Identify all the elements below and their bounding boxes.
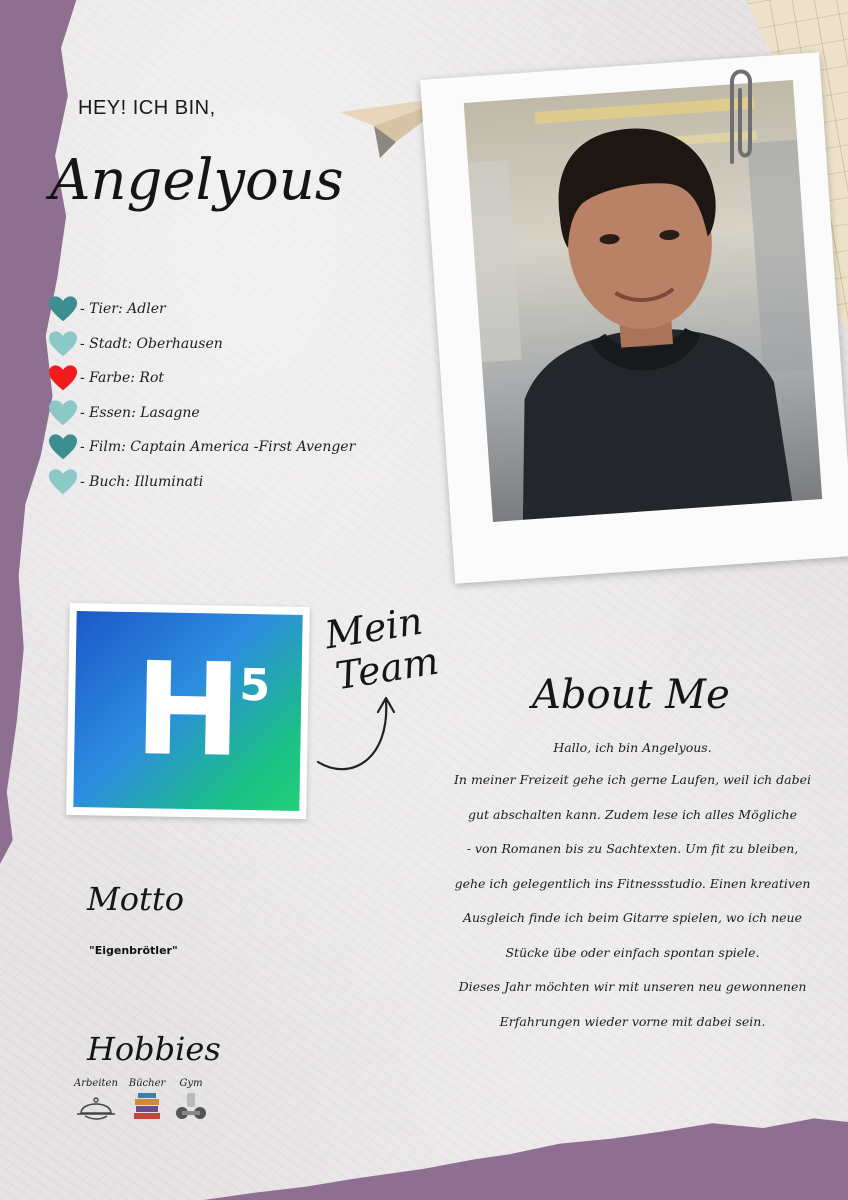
fact-item (48, 327, 355, 362)
person-name: Angelyous (50, 148, 344, 213)
curved-arrow-icon (310, 690, 405, 785)
about-line: Ausgleich finde ich beim Gitarre spielen, wo ich neue (462, 910, 803, 925)
motto-text: "Eigenbrötler" (89, 944, 178, 957)
about-line: Dieses Jahr möchten wir mit unseren neu gewonnenen (458, 979, 807, 994)
fact-item (48, 396, 355, 431)
heart-icon (48, 294, 78, 324)
fact-text: - Farbe: Rot (80, 370, 164, 387)
about-line: gut abschalten kann. Zudem lese ich alles Mögliche (467, 806, 798, 822)
team-label (322, 598, 441, 698)
heart-icon (48, 432, 78, 462)
hobby-label: Bücher (128, 1078, 166, 1089)
hobbies-title: Hobbies (87, 1030, 221, 1068)
about-text (430, 733, 835, 1039)
facts-list (48, 292, 355, 499)
greeting: HEY! ICH BIN, (78, 97, 216, 119)
paperclip-icon (716, 52, 766, 172)
fact-text: - Tier: Adler (80, 301, 166, 318)
motto-title: Motto (87, 880, 185, 918)
about-line: Stücke übe oder einfach spontan spiele. (505, 944, 760, 960)
fact-text: - Film: Captain America -First Avenger (80, 439, 356, 456)
books-icon (126, 1089, 168, 1123)
fact-text: - Buch: Illuminati (80, 473, 204, 490)
heart-icon (48, 467, 78, 497)
team-label-line2: Team (332, 638, 442, 699)
fact-item (48, 430, 355, 465)
hobby-label: Arbeiten (74, 1078, 118, 1089)
hobby-item-arbeiten (74, 1078, 118, 1127)
heart-icon (48, 329, 78, 359)
about-line: gehe ich gelegentlich ins Fitnessstudio. Einen kreativen (454, 875, 811, 891)
fact-text: - Essen: Lasagne (80, 404, 200, 421)
fact-item (48, 465, 355, 500)
serving-cloche-icon (75, 1089, 117, 1123)
team-logo-letter: H (133, 635, 243, 786)
about-line: - von Romanen bis zu Sachtexten. Um fit zu bleiben, (466, 841, 799, 856)
photo-frame (420, 52, 848, 584)
heart-icon (48, 398, 78, 428)
portrait-illustration (464, 80, 822, 522)
dumbbell-icon (170, 1089, 212, 1123)
fact-item (48, 292, 355, 327)
team-logo-superscript: 5 (239, 659, 271, 712)
team-logo-card (66, 603, 310, 819)
team-logo (73, 611, 302, 811)
fact-item (48, 361, 355, 396)
hobby-item-gym (170, 1078, 212, 1127)
heart-icon (48, 363, 78, 393)
about-title: About Me (532, 672, 730, 718)
hobby-label: Gym (179, 1078, 203, 1089)
profile-photo (464, 80, 822, 522)
about-line: Hallo, ich bin Angelyous. (553, 740, 712, 755)
team-label-line1: Mein (321, 598, 426, 658)
fact-text: - Stadt: Oberhausen (80, 335, 223, 352)
about-line: In meiner Freizeit gehe ich gerne Laufen, weil ich dabei (453, 772, 812, 787)
hobby-item-buecher (126, 1078, 168, 1127)
about-line: Erfahrungen wieder vorne mit dabei sein. (499, 1013, 766, 1029)
